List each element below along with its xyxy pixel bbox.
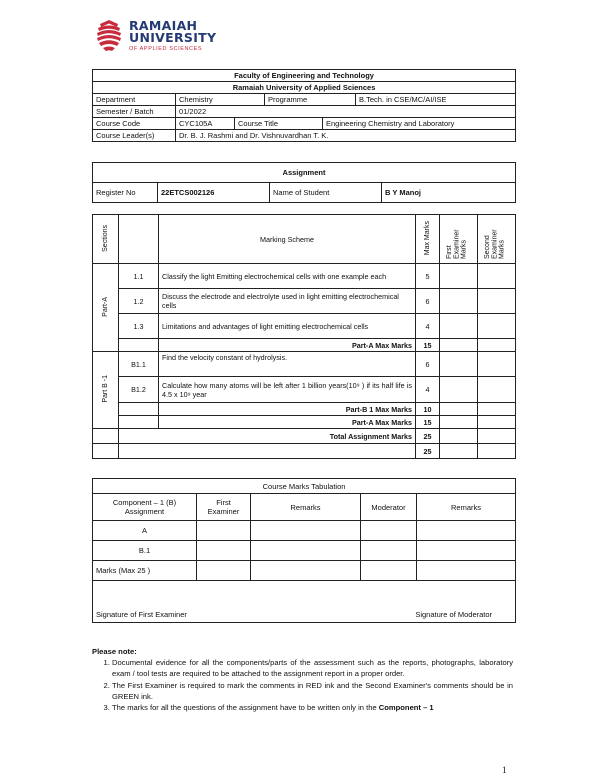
logo-line-university: UNIVERSITY: [129, 30, 217, 46]
question-number: 1.3: [119, 314, 159, 339]
student-name-value: B Y Manoj: [382, 183, 516, 203]
question-text: Calculate how many atoms will be left after 1 billion years(10⁹ ) if its half life is 4.5 x 10⁹ year: [159, 377, 416, 403]
question-text: Classify the light Emitting electrochemical cells with one example each: [159, 264, 416, 289]
course-title-value: Engineering Chemistry and Laboratory: [323, 118, 516, 130]
table-row: [93, 521, 516, 541]
sections-header: Sections: [101, 224, 109, 252]
total-assignment-label: Total Assignment Marks: [119, 429, 416, 444]
part-b-section-label: Part B -1: [101, 375, 109, 403]
tab-cell[interactable]: [251, 541, 361, 561]
total-assignment-value: 25: [416, 429, 440, 444]
university-title: Ramaiah University of Applied Sciences: [93, 82, 516, 94]
assignment-table: [92, 162, 516, 203]
moderator-column-header: Moderator: [361, 494, 417, 521]
remarks-column-header: Remarks: [251, 494, 361, 521]
question-number: 1.2: [119, 289, 159, 314]
university-emblem-icon: [92, 18, 126, 54]
table-row: [93, 416, 516, 429]
tab-cell[interactable]: [417, 541, 516, 561]
note-text: The marks for all the questions of the assignment have to be written only in the: [112, 703, 379, 713]
part-b-total-label: Part-B 1 Max Marks: [159, 403, 416, 416]
table-row: [93, 444, 516, 459]
remarks-column-header-2: Remarks: [417, 494, 516, 521]
programme-label: Programme: [265, 94, 356, 106]
part-a-total-repeat-value: 15: [416, 416, 440, 429]
part-a-section-label: Part-A: [101, 296, 109, 317]
tab-cell[interactable]: [251, 521, 361, 541]
question-max-marks: 5: [416, 264, 440, 289]
first-examiner-header: First Examiner Marks: [445, 229, 468, 259]
department-label: Department: [93, 94, 176, 106]
notes-title: Please note:: [92, 647, 137, 656]
question-number: B1.1: [119, 352, 159, 377]
first-examiner-cell[interactable]: [440, 352, 478, 377]
marking-scheme-table: [92, 214, 516, 459]
logo-line-applied-sciences: OF APPLIED SCIENCES: [129, 45, 203, 52]
question-max-marks: 6: [416, 289, 440, 314]
tab-cell[interactable]: [417, 521, 516, 541]
table-row: [93, 289, 516, 314]
second-examiner-cell[interactable]: [478, 264, 516, 289]
part-a-total-label: Part-A Max Marks: [159, 339, 416, 352]
tabulation-title: Course Marks Tabulation: [93, 479, 516, 494]
notes-section: [92, 646, 513, 713]
part-a-total-value: 15: [416, 339, 440, 352]
course-code-label: Course Code: [93, 118, 176, 130]
register-no-label: Register No: [93, 183, 158, 203]
question-number: B1.2: [119, 377, 159, 403]
first-examiner-cell[interactable]: [440, 377, 478, 403]
note-item: 1. Documental evidence for all the components/parts of the assessment such as the reports, photographs, laboratory exam / tool tests are required to be attached to the assignment report in a proper order.: [112, 657, 513, 679]
course-title-label: Course Title: [235, 118, 323, 130]
tab-cell[interactable]: [361, 521, 417, 541]
course-header-table: [92, 69, 516, 142]
first-examiner-cell[interactable]: [440, 289, 478, 314]
faculty-title: Faculty of Engineering and Technology: [93, 70, 516, 82]
semester-value: 01/2022: [176, 106, 516, 118]
second-examiner-header: Second Examiner Marks: [483, 229, 506, 259]
semester-label: Semester / Batch: [93, 106, 176, 118]
table-row: [93, 429, 516, 444]
table-row: [93, 377, 516, 403]
tab-cell[interactable]: [197, 541, 251, 561]
table-row: [93, 541, 516, 561]
tab-cell[interactable]: [417, 561, 516, 581]
marking-scheme-header: Marking Scheme: [159, 215, 416, 264]
table-row: [93, 561, 516, 581]
max-marks-header: Max Marks: [423, 220, 431, 256]
tab-cell[interactable]: [361, 541, 417, 561]
department-value: Chemistry: [176, 94, 265, 106]
course-marks-tabulation-table: [92, 478, 516, 623]
final-total-value: 25: [416, 444, 440, 459]
tab-cell[interactable]: [197, 561, 251, 581]
question-max-marks: 6: [416, 352, 440, 377]
first-examiner-cell[interactable]: [440, 264, 478, 289]
question-number: 1.1: [119, 264, 159, 289]
question-text: Find the velocity constant of hydrolysis.: [159, 352, 416, 377]
part-b-total-value: 10: [416, 403, 440, 416]
university-logo: [92, 16, 216, 56]
question-text: Discuss the electrode and electrolyte used in light emitting electrochemical cells: [159, 289, 416, 314]
first-examiner-column-header: First Examiner: [197, 494, 251, 521]
table-row: [93, 403, 516, 416]
note-item: 2. The First Examiner is required to mark the comments in RED ink and the Second Examiner's comments should be in GREEN ink.: [112, 680, 513, 702]
table-row: [93, 339, 516, 352]
course-leader-value: Dr. B. J. Rashmi and Dr. Vishnuvardhan T. K.: [176, 130, 516, 142]
course-code-value: CYC105A: [176, 118, 235, 130]
question-max-marks: 4: [416, 314, 440, 339]
signature-row: [93, 581, 516, 623]
signature-moderator: Signature of Moderator: [415, 610, 493, 619]
course-leader-label: Course Leader(s): [93, 130, 176, 142]
part-a-total-repeat-label: Part-A Max Marks: [159, 416, 416, 429]
row-label-max-marks: Marks (Max 25 ): [93, 561, 197, 581]
table-row: [93, 352, 516, 377]
row-label-a: A: [93, 521, 197, 541]
tab-cell[interactable]: [251, 561, 361, 581]
second-examiner-cell[interactable]: [478, 314, 516, 339]
signature-first-examiner: Signature of First Examiner: [96, 610, 187, 619]
programme-value: B.Tech. in CSE/MC/AI/ISE: [356, 94, 516, 106]
second-examiner-cell[interactable]: [478, 352, 516, 377]
assignment-title: Assignment: [93, 163, 516, 183]
logo-line-ramaiah: RAMAIAH: [129, 17, 198, 33]
second-examiner-cell[interactable]: [478, 289, 516, 314]
tab-cell[interactable]: [361, 561, 417, 581]
note-emphasis: Component – 1: [378, 703, 434, 713]
question-text: Limitations and advantages of light emitting electrochemical cells: [159, 314, 416, 339]
question-max-marks: 4: [416, 377, 440, 403]
component-column-header: Component – 1 (B) Assignment: [93, 494, 197, 521]
register-no-value: 22ETCS002126: [158, 183, 270, 203]
table-row: [93, 314, 516, 339]
student-name-label: Name of Student: [270, 183, 382, 203]
notes-list: [112, 657, 513, 713]
tab-cell[interactable]: [197, 521, 251, 541]
page-number: 1: [502, 765, 507, 775]
note-item: [112, 702, 513, 713]
first-examiner-cell[interactable]: [440, 314, 478, 339]
row-label-b1: B.1: [93, 541, 197, 561]
table-row: [93, 264, 516, 289]
second-examiner-cell[interactable]: [478, 377, 516, 403]
